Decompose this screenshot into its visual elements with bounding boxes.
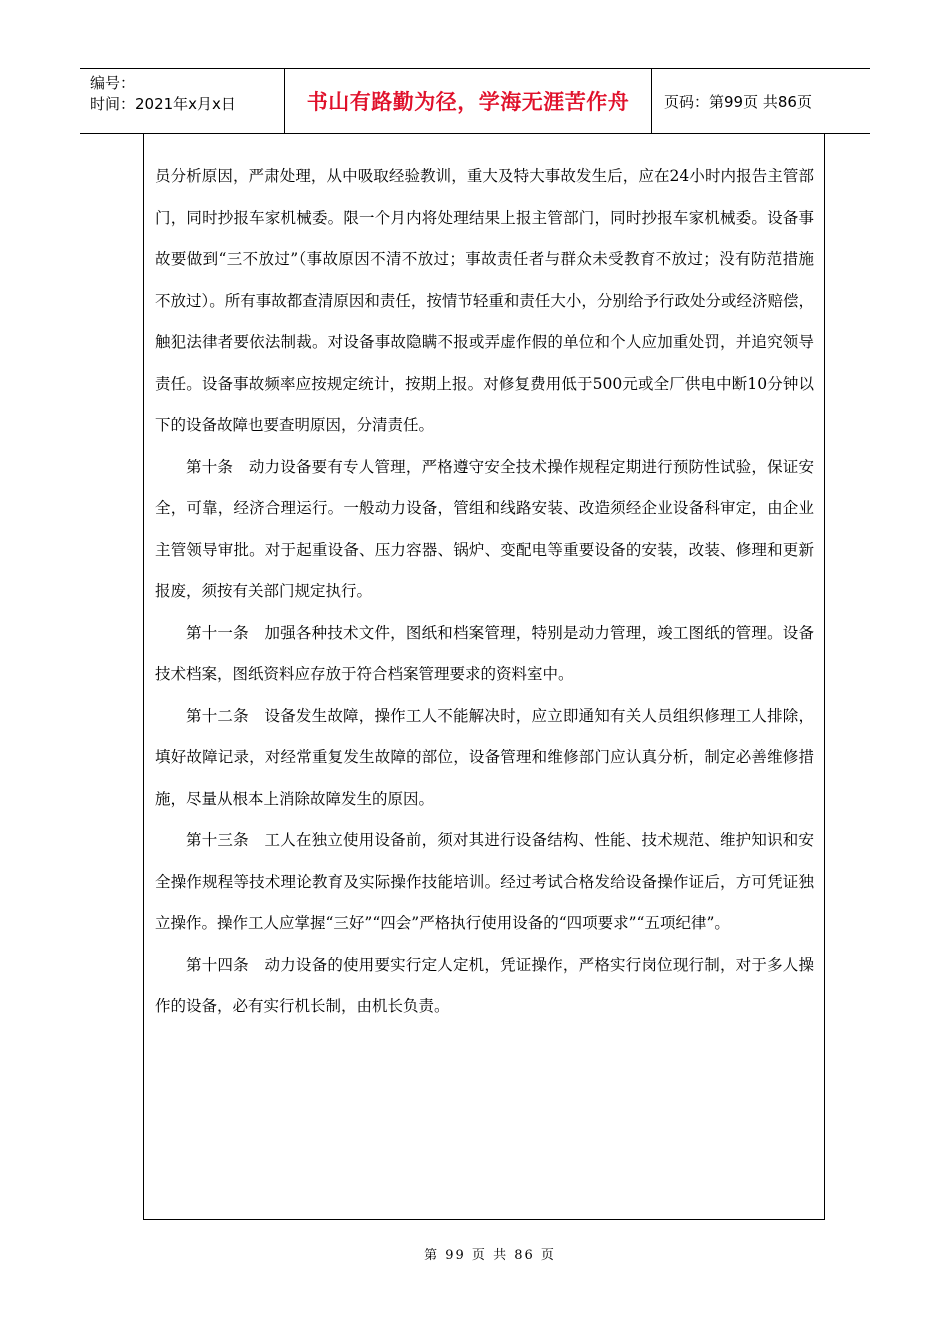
document-number-label: 编号： [90, 74, 136, 92]
page-footer: 第 99 页 共 86 页 [424, 1248, 556, 1263]
header-page-info: 页码：第99页 共86页 [664, 92, 812, 111]
header-motto: 书山有路勤为径，学海无涯苦作舟 [284, 69, 652, 133]
paragraph-article-12: 第十二条 设备发生故障，操作工人不能解决时，应立即通知有关人员组织修理工人排除，填好故障记录，对经常重复发生故障的部位，设备管理和维修部门应认真分析，制定必善维修措施，尽量从根本上消除故障发生的原因。 [155, 706, 814, 808]
paragraph-continuation: 员分析原因，严肃处理，从中吸取经验教训，重大及特大事故发生后，应在24小时内报告主管部门，同时抄报车家机械委。限一个月内将处理结果上报主管部门，同时抄报车家机械委。设备事故要做到“三不放过”（事故原因不清不放过；事故责任者与群众未受教育不放过；没有防范措施不放过）。所有事故都查清原因和责任，按情节轻重和责任大小，分别给予行政处分或经济赔偿，触犯法律者要依法制裁。对设备事故隐瞒不报或弄虚作假的单位和个人应加重处罚，并追究领导责任。设备事故频率应按规定统计，按期上报。对修复费用低于500元或全厂供电中断10分钟以下的设备故障也要查明原因，分清责任。 [155, 167, 814, 434]
paragraph-article-11: 第十一条 加强各种技术文件，图纸和档案管理，特别是动力管理，竣工图纸的管理。设备技术档案，图纸资料应存放于符合档案管理要求的资料室中。 [155, 623, 814, 683]
page-header [80, 68, 870, 134]
header-meta [80, 69, 284, 133]
document-date: 时间：2021年x月x日 [90, 95, 236, 113]
document-body [143, 134, 825, 1220]
paragraph-article-13: 第十三条 工人在独立使用设备前，须对其进行设备结构、性能、技术规范、维护知识和安全操作规程等技术理论教育及实际操作技能培训。经过考试合格发给设备操作证后，方可凭证独立操作。操作工人应掌握“三好”“四会”严格执行使用设备的“四项要求”“五项纪律”。 [155, 831, 814, 932]
paragraph-article-10: 第十条 动力设备要有专人管理，严格遵守安全技术操作规程定期进行预防性试验，保证安全，可靠，经济合理运行。一般动力设备，管组和线路安装、改造须经企业设备科审定，由企业主管领导审批。对于起重设备、压力容器、锅炉、变配电等重要设备的安装，改装、修理和更新报废，须按有关部门规定执行。 [155, 457, 814, 600]
paragraph-article-14: 第十四条 动力设备的使用要实行定人定机，凭证操作，严格实行岗位现行制，对于多人操作的设备，必有实行机长制，由机长负责。 [155, 955, 814, 1015]
